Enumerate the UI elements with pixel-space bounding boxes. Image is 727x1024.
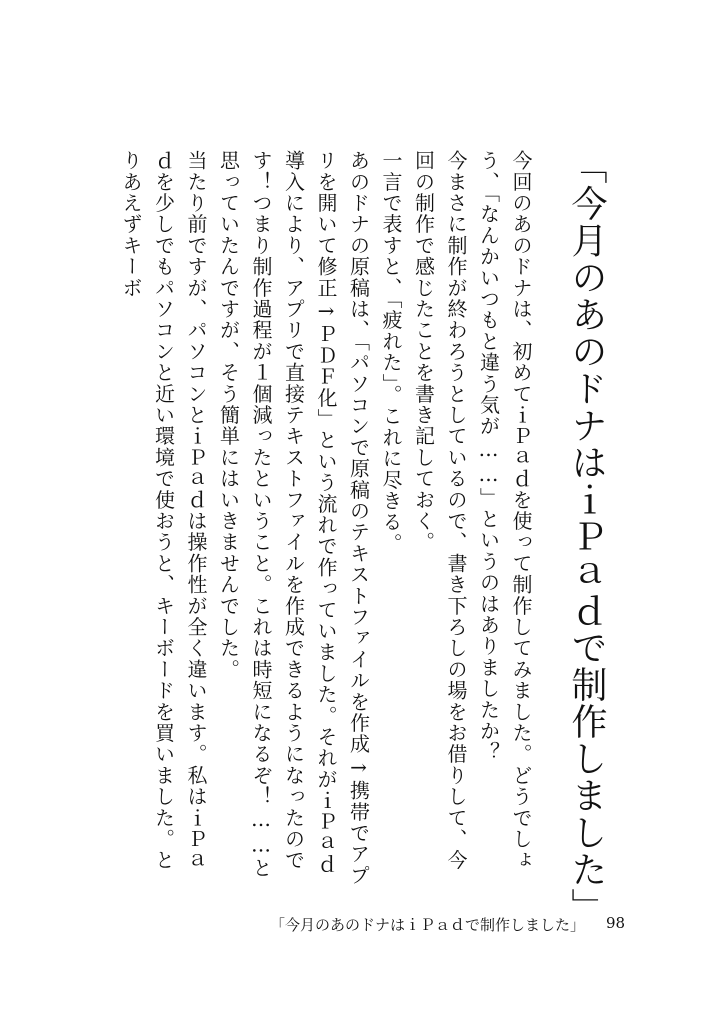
running-title: 「今月のあのドナはｉＰａｄで制作しました」 <box>270 916 586 934</box>
paragraph-4: あのドナの原稿は、「パソコンで原稿のテキストファイルを作成→携帯でアプリを開いて修正→ＰＤＦ化」という流れで作っていました。それがｉＰａｄ導入により、アプリで直接テキストファイルを作成できるようになったのです！つまり制作過程が１個減ったということ。これは時短になるぞ！……と思っていたんですが、そう簡単にはいきませんでした。 <box>216 150 371 886</box>
paragraph-2: 今まさに制作が終わろうとしているので、書き下ろしの場をお借りして、今回の制作で感じたことを書き記しておく。 <box>411 150 468 871</box>
paragraph-5: 当たり前ですが、パソコンとｉＰａｄは操作性が全く違います。私はｉＰａｄを少しでもパソコンと近い環境で使おうと、キーボードを買いました。とりあえずキーボ <box>119 150 208 871</box>
essay-title: 「今月のあのドナはｉＰａｄで制作しました」 <box>566 148 607 925</box>
body-text <box>115 150 538 890</box>
page-number: 98 <box>606 914 626 932</box>
paragraph-3: 一言で表すと、「疲れた」。これに尽きる。 <box>379 150 403 554</box>
paragraph-1: 今回のあのドナは、初めてｉＰａｄを使って制作してみました。どうでしょう、「なんかいつもと違う気が……」というのはありましたか？ <box>476 150 533 871</box>
